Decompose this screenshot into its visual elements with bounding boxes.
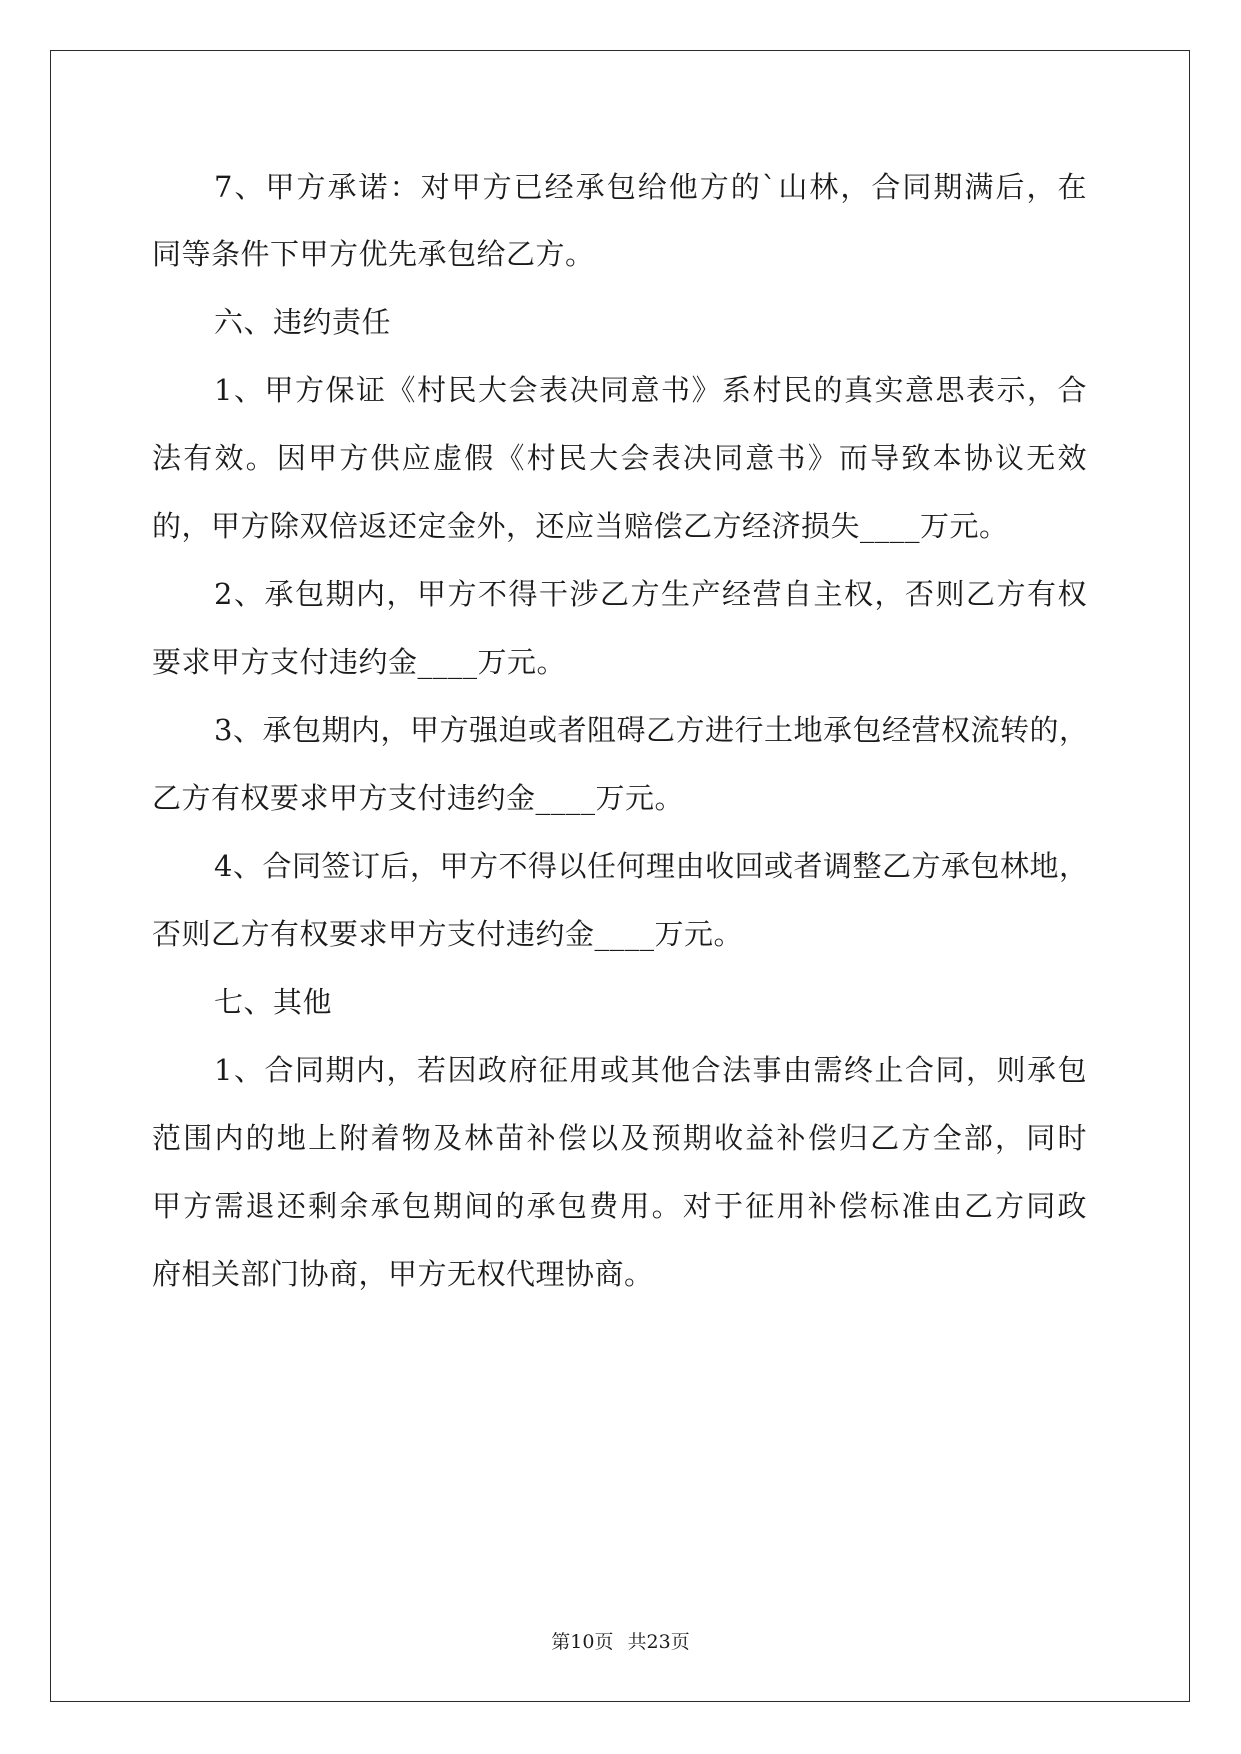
paragraph-line: 的，甲方除双倍返还定金外，还应当赔偿乙方经济损失____万元。 xyxy=(152,509,1009,543)
paragraph-line: 府相关部门协商，甲方无权代理协商。 xyxy=(152,1257,654,1291)
page-footer xyxy=(0,1627,1241,1654)
paragraph-line: 4、合同签订后，甲方不得以任何理由收回或者调整乙方承包林地， xyxy=(214,849,1089,883)
paragraph-line: 1、合同期内，若因政府征用或其他合法事由需终止合同，则承包 xyxy=(214,1053,1087,1087)
paragraph-line: 甲方需退还剩余承包期间的承包费用。对于征用补偿标准由乙方同政 xyxy=(152,1189,1087,1223)
paragraph-line: 否则乙方有权要求甲方支付违约金____万元。 xyxy=(152,917,744,951)
paragraph-line: 法有效。因甲方供应虚假《村民大会表决同意书》而导致本协议无效 xyxy=(152,441,1087,475)
paragraph-line: 要求甲方支付违约金____万元。 xyxy=(152,645,567,679)
paragraph-line: 3、承包期内，甲方强迫或者阻碍乙方进行土地承包经营权流转的， xyxy=(214,713,1089,747)
paragraph-line: 乙方有权要求甲方支付违约金____万元。 xyxy=(152,781,685,815)
page-number: 第10页 xyxy=(551,1631,614,1653)
paragraph-line: 2、承包期内，甲方不得干涉乙方生产经营自主权，否则乙方有权 xyxy=(214,577,1087,611)
paragraph-line: 1、甲方保证《村民大会表决同意书》系村民的真实意思表示，合 xyxy=(214,373,1087,407)
paragraph-line: 7、甲方承诺：对甲方已经承包给他方的`山林，合同期满后，在 xyxy=(214,170,1087,204)
paragraph-line: 同等条件下甲方优先承包给乙方。 xyxy=(152,237,595,271)
paragraph-line: 范围内的地上附着物及林苗补偿以及预期收益补偿归乙方全部，同时 xyxy=(152,1121,1087,1155)
total-pages: 共23页 xyxy=(627,1631,690,1653)
section-heading: 六、违约责任 xyxy=(214,305,392,339)
section-heading: 七、其他 xyxy=(214,985,333,1019)
